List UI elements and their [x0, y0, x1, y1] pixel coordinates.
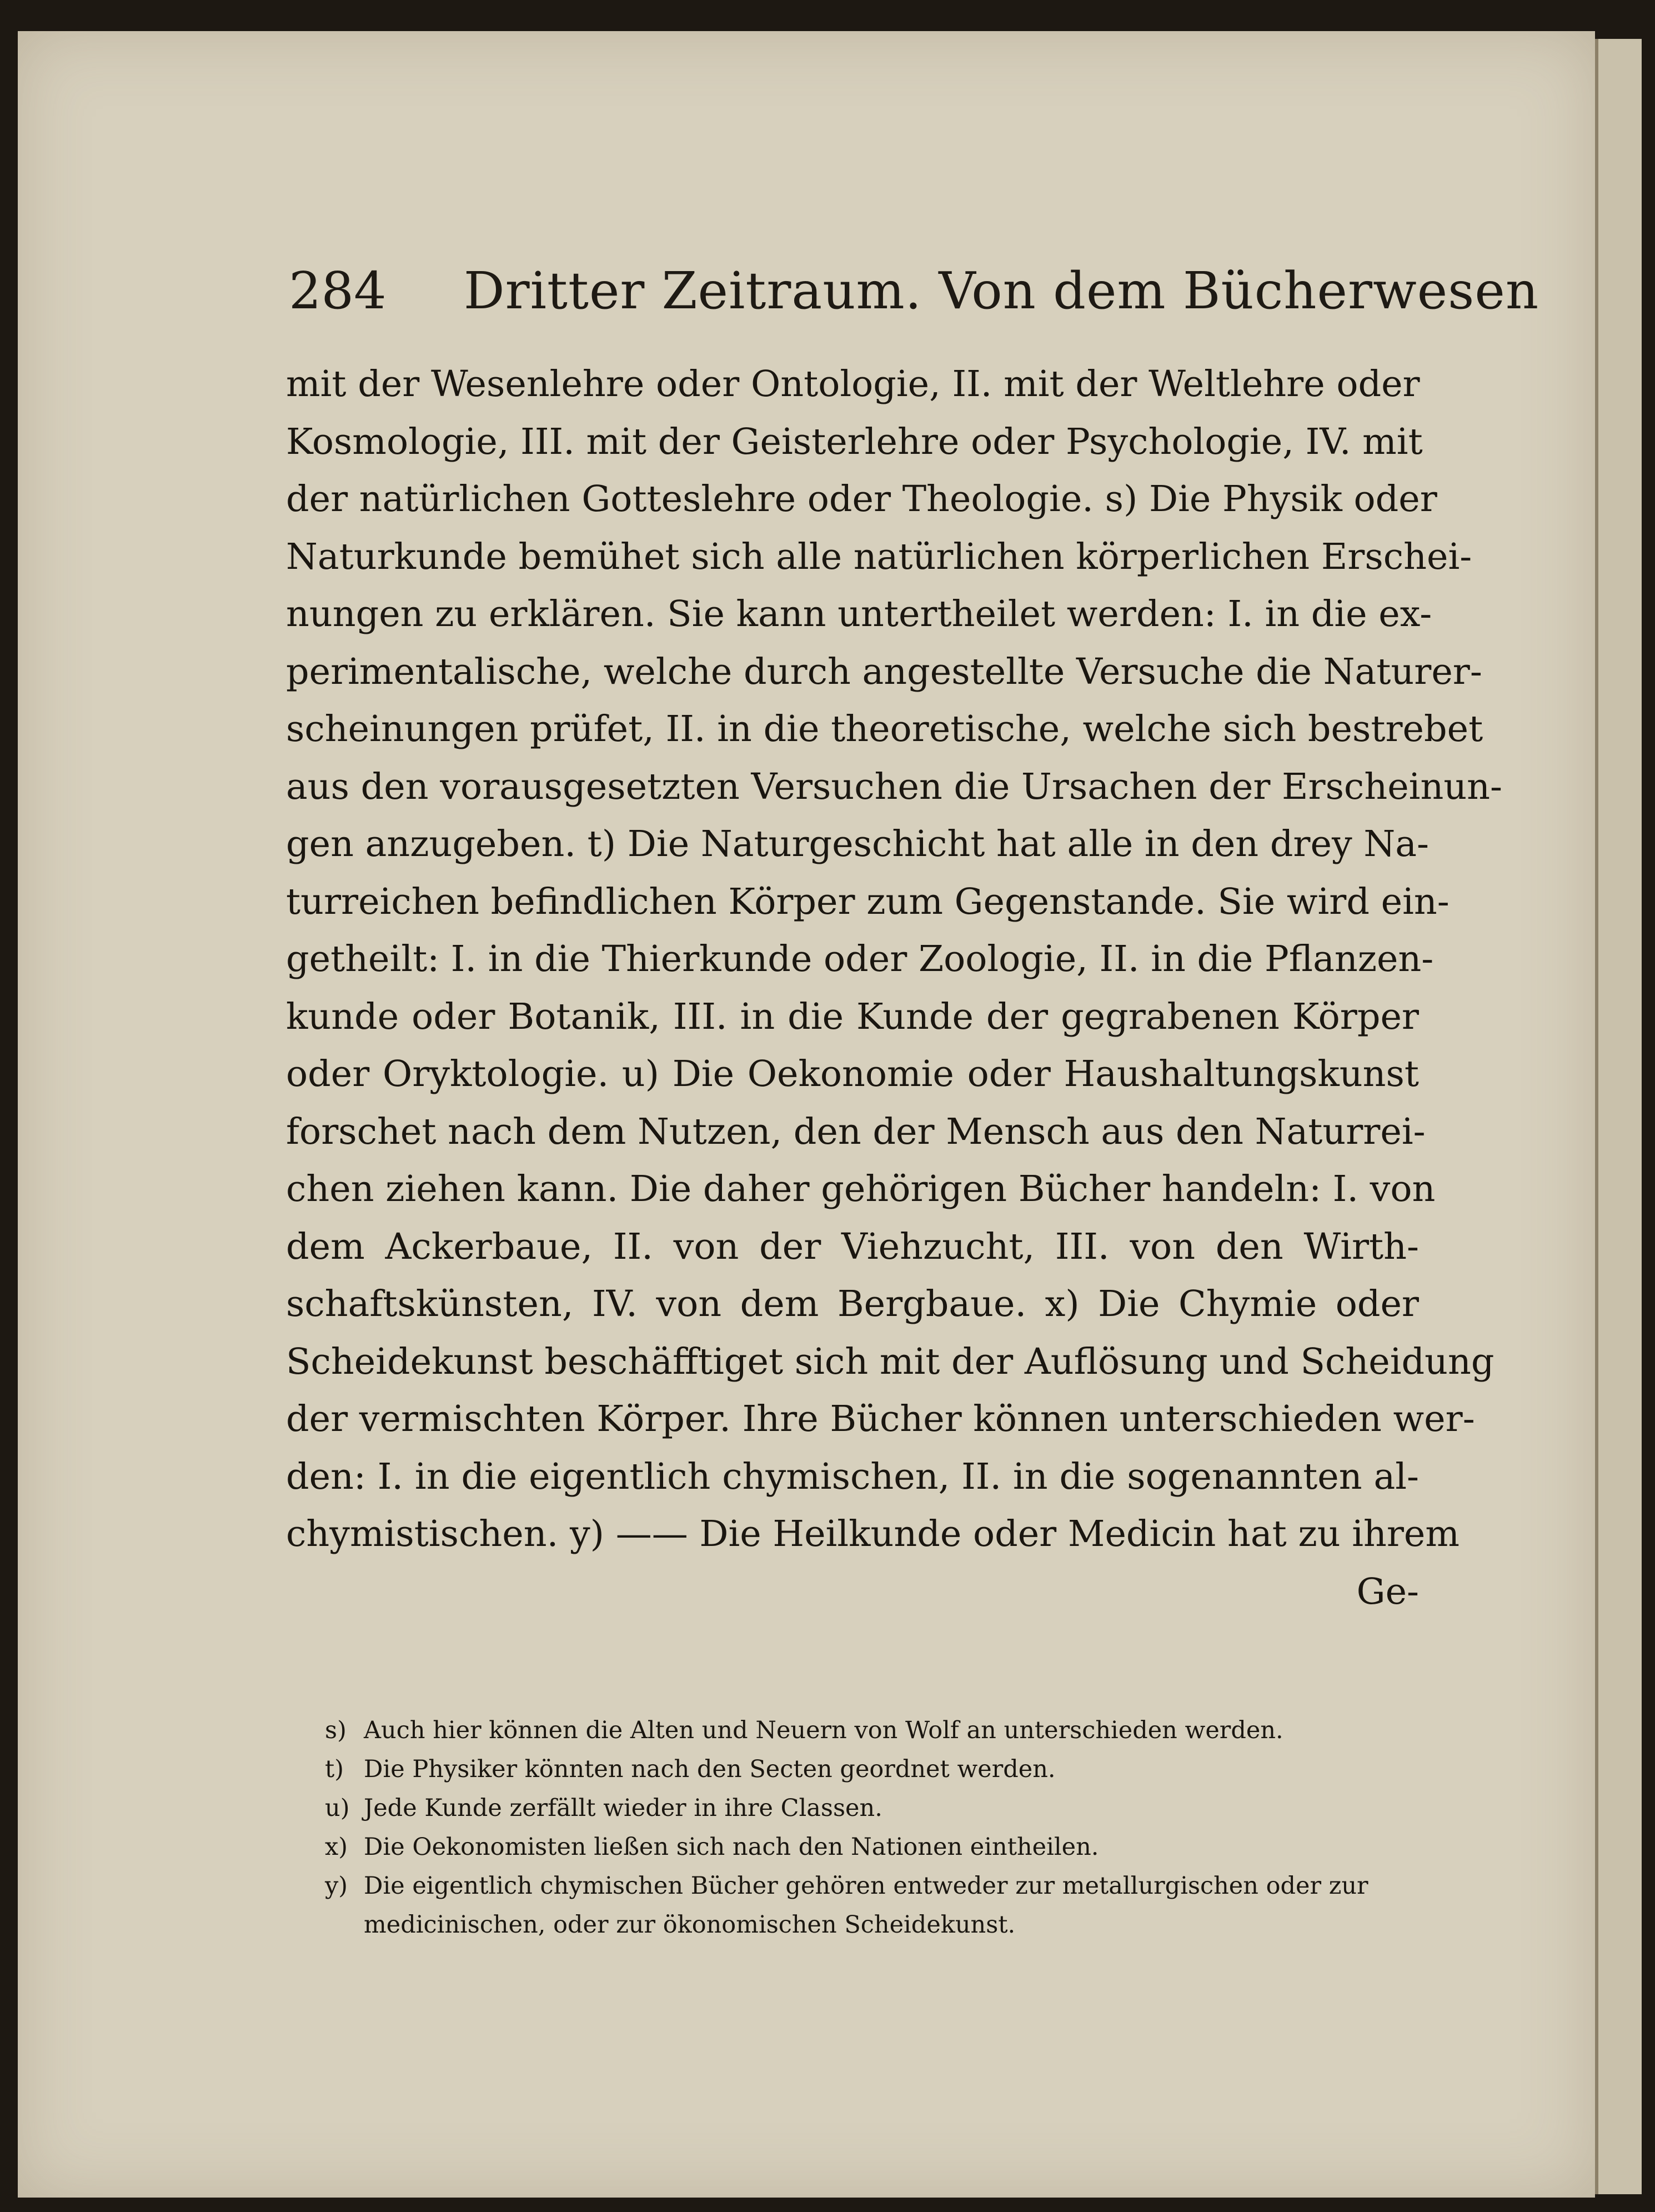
text-line: getheilt: I. in die Thierkunde oder Zoologie, II. in die Pflanzen-	[286, 938, 1434, 980]
text-line: kunde oder Botanik, III. in die Kunde der gegrabenen Körper	[286, 995, 1419, 1038]
text-line: der vermischten Körper. Ihre Bücher können unterschieden wer-	[286, 1398, 1475, 1440]
page-number: 284	[289, 261, 387, 321]
text-line: schaftskünsten, IV. von dem Bergbaue. x) Die Chymie oder	[286, 1283, 1419, 1325]
footnote-marker: t)	[325, 1755, 344, 1783]
footnote-text: Jede Kunde zerfällt wieder in ihre Classen.	[364, 1794, 882, 1822]
text-line: forschet nach dem Nutzen, den der Mensch aus den Naturrei-	[286, 1110, 1426, 1153]
footnote-marker: u)	[325, 1794, 350, 1822]
footnote-text: Die eigentlich chymischen Bücher gehören entweder zur metallurgischen oder zur	[364, 1872, 1368, 1900]
text-line: aus den vorausgesetzten Versuchen die Ursachen der Erscheinun-	[286, 765, 1503, 808]
footnotes	[325, 1711, 1419, 1944]
text-line: mit der Wesenlehre oder Ontologie, II. mit der Weltlehre oder	[286, 363, 1420, 405]
page-header	[289, 261, 1539, 321]
footnote-y-continuation: medicinischen, oder zur ökonomischen Scheidekunst.	[364, 1911, 1016, 1939]
body-text	[286, 356, 1503, 1620]
footnote-x	[325, 1828, 1419, 1866]
footnote-y	[325, 1866, 1419, 1905]
footnote-text: Die Oekonomisten ließen sich nach den Nationen eintheilen.	[364, 1833, 1099, 1861]
text-line: dem Ackerbaue, II. von der Viehzucht, III. von den Wirth-	[286, 1225, 1419, 1268]
text-line: chen ziehen kann. Die daher gehörigen Bücher handeln: I. von	[286, 1168, 1436, 1210]
text-line: Naturkunde bemühet sich alle natürlichen körperlichen Erschei-	[286, 536, 1472, 578]
text-line: chymistischen. y) —— Die Heilkunde oder Medicin hat zu ihrem	[286, 1513, 1460, 1555]
footnote-u	[325, 1789, 1419, 1828]
running-head: Dritter Zeitraum. Von dem Bücherwesen	[463, 261, 1539, 321]
footnote-t	[325, 1750, 1419, 1789]
text-line: nungen zu erklären. Sie kann untertheilet werden: I. in die ex-	[286, 593, 1432, 635]
footnote-marker: x)	[325, 1833, 348, 1861]
text-line: perimentalische, welche durch angestellte Versuche die Naturer-	[286, 650, 1482, 693]
text-line: der natürlichen Gotteslehre oder Theologie. s) Die Physik oder	[286, 478, 1437, 520]
text-line: oder Oryktologie. u) Die Oekonomie oder Haushaltungskunst	[286, 1053, 1419, 1095]
adjacent-page-edge	[1595, 39, 1642, 2194]
footnote-text: Die Physiker könnten nach den Secten geordnet werden.	[364, 1755, 1056, 1783]
text-line: turreichen befindlichen Körper zum Gegenstande. Sie wird ein-	[286, 880, 1450, 923]
text-line: scheinungen prüfet, II. in die theoretische, welche sich bestrebet	[286, 708, 1483, 750]
text-line: Scheidekunst beschäfftiget sich mit der Auflösung und Scheidung	[286, 1340, 1494, 1383]
text-line: Kosmologie, III. mit der Geisterlehre oder Psychologie, IV. mit	[286, 421, 1423, 463]
footnote-marker: s)	[325, 1716, 347, 1744]
footnote-marker: y)	[325, 1872, 348, 1900]
text-line: gen anzugeben. t) Die Naturgeschicht hat alle in den drey Na-	[286, 823, 1429, 865]
text-line: den: I. in die eigentlich chymischen, II. in die sogenannten al-	[286, 1455, 1419, 1498]
catchword: Ge-	[1356, 1570, 1419, 1613]
footnote-s	[325, 1711, 1419, 1750]
footnote-text: Auch hier können die Alten und Neuern von Wolf an unterschieden werden.	[364, 1716, 1283, 1744]
